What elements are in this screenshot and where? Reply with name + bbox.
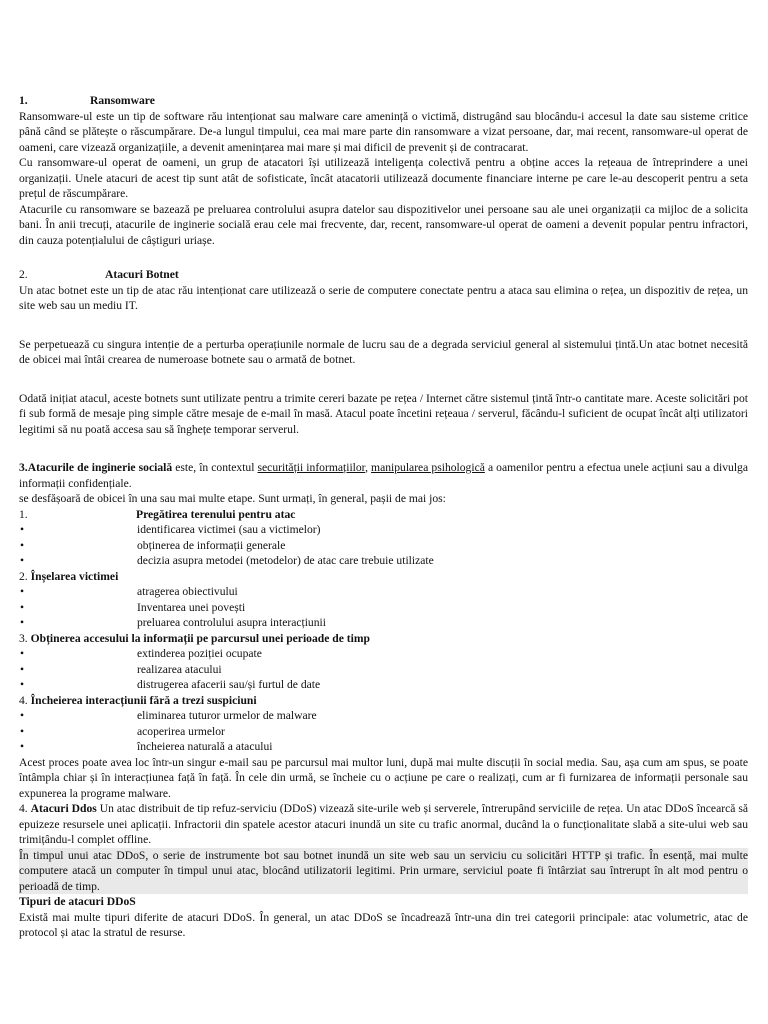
bullet-icon: • (20, 600, 25, 614)
section-number: 2. (19, 268, 28, 281)
list-item-text: distrugerea afacerii sau/și furtul de date (137, 678, 321, 691)
bullet-icon: • (20, 538, 25, 552)
list-item-text: încheierea naturală a atacului (137, 740, 273, 753)
paragraph: Se perpetuează cu singura intenție de a perturba operațiunile normale de lucru sau de a degrada serviciul general al sistemului țintă.Un atac botnet necesită de obicei mai întâi crearea de numeroase botnete sau o armată de botnet. (19, 337, 748, 366)
step-heading-2 (19, 569, 748, 585)
text-run: este, în contextul (172, 461, 258, 474)
section-title: Atacuri Botnet (105, 268, 179, 281)
bullet-icon: • (20, 724, 25, 738)
text-run: , (365, 461, 372, 474)
list-item (19, 724, 748, 740)
paragraph: Un atac botnet este un tip de atac rău intenționat care utilizează o serie de computere conectate pentru a ataca sau elimina o rețea, un dispozitiv de rețea, un site web sau un mediu IT. (19, 283, 748, 312)
list-item (19, 646, 748, 662)
list-item (19, 677, 748, 693)
section-heading-ransomware (19, 93, 748, 109)
bullet-icon: • (20, 616, 25, 629)
bullet-icon: • (20, 709, 25, 722)
highlighted-paragraph: În timpul unui atac DDoS, o serie de instrumente bot sau botnet inundă un site web sau un serviciu cu solicitări HTTP și trafic. În esență, mai multe computere atacă un computer în timpul unui atac, blocând utilizatorii legitimi. Prin urmare, serviciul poate fi întârziat sau întrerupt în alt mod pentru o perioadă de timp. (19, 848, 748, 893)
list-item (19, 553, 748, 569)
bullet-icon: • (20, 740, 25, 753)
list-item (19, 739, 748, 755)
step-title: Încheierea interacțiunii fără a trezi suspiciuni (30, 693, 257, 707)
list-item-text: atragerea obiectivului (137, 585, 238, 598)
step-heading-4 (19, 693, 748, 709)
paragraph: Ransomware-ul este un tip de software rău intenționat sau malware care amenință o victimă, distrugând sau blocându-i accesul la date sau sisteme critice până când se plătește o răscumpărare. De-a lungul timpului, cea mai mare parte din ransomware a vizat persoane, dar, mai recent, ransomware-ul operat de oameni, care vizează organizațiile, a devenit amenințarea mai mare și mai dificil de prevenit și de contracarat. (19, 109, 748, 154)
bullet-icon: • (20, 678, 25, 691)
list-item (19, 538, 748, 554)
list-item (19, 662, 748, 678)
section-number: 4. (19, 802, 28, 815)
bullet-icon: • (20, 647, 25, 660)
list-item (19, 615, 748, 631)
bullet-icon: • (20, 554, 25, 567)
section-title: 3.Atacurile de inginerie socială (19, 461, 173, 474)
bullet-icon: • (20, 585, 25, 598)
text-run: a oamenilor pentru a efectua unele acțiuni sau a divulga informații confidențiale. (19, 461, 748, 490)
list-item (19, 708, 748, 724)
step-heading-3 (19, 631, 748, 647)
section-title: Atacuri Ddos (30, 802, 97, 815)
list-item-text: preluarea controlului asupra interacțiunii (137, 616, 326, 629)
step-number: 1. (19, 507, 28, 521)
list-item-text: extinderea poziției ocupate (137, 647, 262, 660)
step-number: 2. (19, 569, 28, 583)
link-securitatea-informatiilor[interactable]: securității informațiilor (257, 461, 366, 474)
list-item-text: obținerea de informații generale (137, 538, 286, 552)
bullet-icon: • (20, 523, 25, 536)
list-item (19, 600, 748, 616)
link-manipularea-psihologica[interactable]: manipularea psihologică (371, 461, 485, 474)
text-run: Un atac distribuit de tip refuz-serviciu (DDoS) vizează site-urile web și serverele, întrerupând serviciile de rețea. Un atac DDoS încearcă să epuizeze resursele unei aplicații. Infractorii din spatele acestor atacuri inundă un site cu trafic anormal, ducând la o funcționalitate slabă a site-ului web sau trimițându-l complet offline. (19, 802, 748, 846)
list-item-text: identificarea victimei (sau a victimelor) (137, 523, 321, 536)
section-heading-botnet (19, 267, 748, 283)
section-title: Ransomware (90, 94, 155, 107)
paragraph: Odată inițiat atacul, aceste botnets sunt utilizate pentru a trimite cereri bazate pe rețea / Internet către sistemul țintă într-o cantitate mare. Aceste solicitări pot fi sub formă de mesaje ping simple către mesaje de e-mail în masă. Atacul poate încetini rețeaua / serverul, făcându-l suficient de ocupat încât alți utilizatori legitimi să nu poată accesa sau să înghețe temporar serverul. (19, 391, 748, 436)
subheading: Tipuri de atacuri DDoS (19, 895, 136, 908)
list-item (19, 584, 748, 600)
step-heading-1 (19, 507, 748, 523)
list-item-text: decizia asupra metodei (metodelor) de atac care trebuie utilizate (137, 554, 434, 567)
list-item (19, 522, 748, 538)
step-number: 4. (19, 693, 28, 707)
step-number: 3. (19, 631, 28, 645)
list-item-text: Inventarea unei povești (137, 600, 246, 614)
social-engineering-intro (19, 460, 748, 491)
paragraph: Acest proces poate avea loc într-un singur e-mail sau pe parcursul mai multor luni, după mai multe discuții în social media. Sau, așa cum am spus, se poate întâmpla chiar și în interacțiunea față în față. În cele din urmă, se încheie cu o acțiune pe care o realizați, cum ar fi furnizarea de informații personale sau expunerea la programe malware. (19, 755, 748, 800)
step-title: Obținerea accesului la informații pe parcursul unei perioade de timp (30, 631, 370, 645)
bullet-icon: • (20, 662, 25, 676)
ddos-paragraph (19, 801, 748, 848)
document-body (19, 93, 748, 941)
paragraph: Atacurile cu ransomware se bazează pe preluarea controlului asupra datelor sau dispozitivelor unei persoane sau ale unei organizații ca mijloc de a solicita bani. În anii trecuți, atacurile de inginerie socială erau cele mai frecvente, dar, recent, ransomware-ul operat de oameni a devenit popular pentru infractori, din cauza potențialului de câștiguri uriașe. (19, 202, 748, 247)
paragraph: Cu ransomware-ul operat de oameni, un grup de atacatori își utilizează inteligența colectivă pentru a obține acces la rețeaua de întreprindere a unei organizații. Unele atacuri de acest tip sunt atât de sofisticate, încât atacatorii utilizează documente financiare interne pe care le-au descoperit pentru a seta prețul de răscumpărare. (19, 156, 748, 200)
section-number: 1. (19, 94, 28, 107)
paragraph: Există mai multe tipuri diferite de atacuri DDoS. În general, un atac DDoS se încadrează într-una din trei categorii principale: atac volumetric, atac de protocol și atac la stratul de resurse. (19, 910, 748, 939)
list-item-text: realizarea atacului (137, 662, 222, 676)
step-title: Pregătirea terenului pentru atac (136, 507, 296, 521)
step-title: Înșelarea victimei (30, 569, 119, 583)
list-item-text: eliminarea tuturor urmelor de malware (137, 709, 317, 722)
list-item-text: acoperirea urmelor (137, 724, 225, 738)
paragraph: se desfășoară de obicei în una sau mai multe etape. Sunt urmați, în general, pașii de mai jos: (19, 492, 446, 505)
